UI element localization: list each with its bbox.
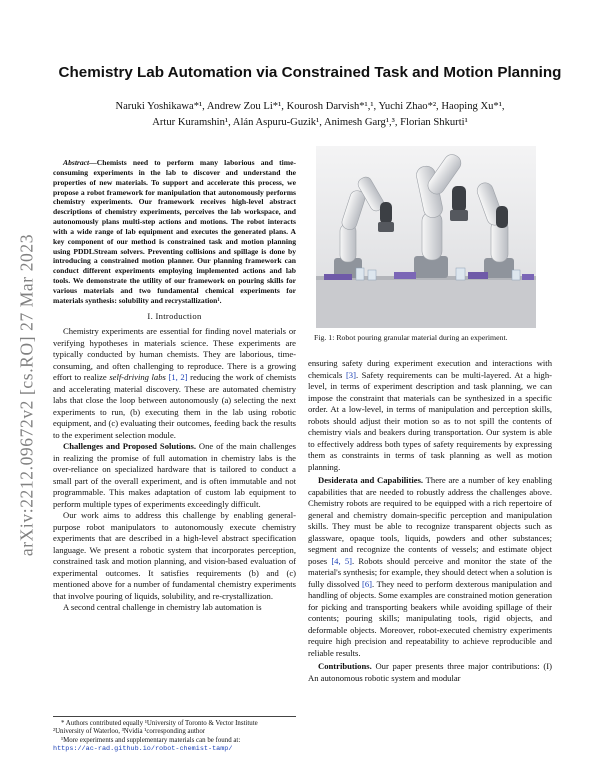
right-p1-text-a: ensuring safety during experiment execution and interactions with chemicals	[308, 358, 552, 380]
figure-1-photo	[316, 146, 536, 328]
author-line-2: Artur Kuramshin¹, Alán Aspuru-Guzik¹, Animesh Garg¹,³, Florian Shkurti¹	[152, 117, 468, 128]
right-p2-text-c: . They need to perform dexterous manipulation and handling of objects. Some examples are constrained motion generation for picking and transporting beakers while avoiding spillage of their contents; pouring skills; manipulating tools, rigid objects, and deformable objects. Moreover, robot-executed chemistry experiments require high precision and repeatability to achieve reproducible and reliable results.	[308, 578, 552, 658]
intro-paragraph-2	[53, 441, 296, 510]
abstract-text: —Chemists need to perform many laborious and time-consuming experiments in the lab to discover and understand the properties of new materials. To support and accelerate this process, we propose a robot framework for manipulation that autonomously performs chemistry experiments. Our framework receives high-level abstract descriptions of chemistry experiments, perceives the lab workspace, and autonomously plans multi-step actions and motions. The robot interacts with a wide range of lab equipment and executes the generated plans. A key component of our method is constrained task and motion planning using PDDLStream solvers. Preventing collisions and spillage is done by introducing a constrained motion planner. Our planning framework can conduct different experiments employing implemented actions and lab tools. We demonstrate the utility of our framework on pouring skills for various materials and two fundamental chemical experiments for materials synthesis: solubility and recrystallization	[53, 158, 296, 305]
figure-1-caption: Fig. 1: Robot pouring granular material during an experiment.	[314, 333, 508, 342]
section-heading-introduction: I. Introduction	[147, 310, 202, 321]
right-paragraph-1	[308, 358, 552, 473]
arxiv-id[interactable]: arXiv:2212.09672v2 [cs.RO] 27 Mar 2023	[16, 233, 37, 557]
intro-p1-italic: self-driving labs	[109, 372, 166, 383]
paragraph-heading: Contributions.	[318, 661, 372, 671]
right-column	[308, 358, 552, 684]
abstract-footnote-mark[interactable]: ¹.	[217, 295, 222, 305]
citation-link[interactable]: [4, 5]	[331, 555, 352, 566]
arxiv-sidebar-stamp	[14, 200, 40, 590]
intro-p2-text: One of the main challenges in realizing the promise of full automation in chemistry labs is the over-reliance on specialized hardware that is tailored to conduct a small part of the overall experiment, and is often immutable and not programmable. This makes adaptation of custom lab equipment to perform multiple types of experiments exceedingly difficult.	[53, 441, 296, 509]
footnote-1: * Authors contributed equally ¹University of Toronto & Vector Institute	[61, 720, 258, 727]
left-column	[53, 158, 296, 614]
intro-paragraph-1	[53, 326, 296, 441]
citation-link[interactable]: [3]	[345, 369, 356, 380]
robot-arms-photo-icon	[316, 146, 536, 328]
right-paragraph-2	[308, 475, 552, 659]
intro-p1-text-a: Chemistry experiments are essential for finding novel materials or verifying hypotheses in materials science. These experiments are typically conducted by human chemists. They are laborious, time-consuming, and often challenging to reproduce. There is a growing effort to realize	[53, 326, 296, 383]
intro-p1-text-b: reducing the work of chemists and accelerating material discovery. These are automated chemistry labs that close the loop between autonomously (a) selecting the next experiments to run, (b) executing them in the lab using robotic equipment, and (c) evaluating their outcomes, feeding back the results to the experiment selection module.	[53, 372, 296, 440]
paper-title: Chemistry Lab Automation via Constrained Task and Motion Planning	[58, 64, 562, 81]
right-p1-text-b: . Safety requirements can be multi-layered. At a high-level, in terms of experiment description and task planning, we can impose the constraint that materials can be synthesized in a specific order. At a low-level, in terms of manipulation and perception skills, robots should adjust their motion so as to not spill the contents of chemistry vials and beakers during transportation. Our system is able to effectively address both types of safety requirements by expressing them as constraints in terms of task planning as well as motion planning.	[308, 369, 553, 472]
author-list	[40, 99, 580, 131]
citation-link[interactable]: [6]	[362, 578, 373, 589]
right-p3-text: Our paper presents three major contributions: (I) An autonomous robotic system and modular	[308, 661, 552, 683]
supplementary-url-link[interactable]: https://ac-rad.github.io/robot-chemist-tamp/	[53, 745, 233, 754]
abstract-label: Abstract	[63, 158, 90, 167]
abstract	[53, 158, 296, 306]
paragraph-heading: Desiderata and Capabilities.	[318, 475, 424, 485]
right-p2-text-b: . Robots should perceive and monitor the state of the material's synthesis; for example, they should detect when a solution is fully dissolved	[308, 555, 552, 589]
intro-paragraph-3: Our work aims to address this challenge by enabling general-purpose robot manipulators to autonomously execute chemistry experiments that are described in a high-level abstract specification language. We present a robotic system that incorporates perception, constrained task and motion planning, and vision-based evaluation of experimental outcomes. It satisfies requirements (b) and (c) mentioned above for a number of fundamental chemistry experiments that involve pouring of liquids, solubility, and re-crystallization.	[53, 510, 296, 601]
right-paragraph-3	[308, 661, 552, 684]
footnotes	[53, 716, 296, 754]
intro-paragraph-4: A second central challenge in chemistry lab automation is	[63, 602, 262, 613]
citation-link[interactable]: [1, 2]	[168, 372, 188, 383]
footnote-2: ²University of Waterloo, ³Nvidia ¹corresponding author	[53, 728, 206, 736]
footnote-3: ¹More experiments and supplementary materials can be found at:	[61, 736, 241, 744]
right-p2-text-a: There are a number of key enabling capabilities that are needed to robustly address the challenges above. Chemistry robots are required to be equipped with a rich repertoire of general and chemistry domain-specific perception and manipulation skills. They must be able to recognize transparent objects such as glassware, opaque tools, liquids, powders and other substances; segment and recognize the contents of vessels; and estimate object poses	[308, 475, 552, 566]
paragraph-heading: Challenges and Proposed Solutions.	[63, 441, 196, 452]
author-line-1: Naruki Yoshikawa*¹, Andrew Zou Li*¹, Kourosh Darvish*¹,¹, Yuchi Zhao*², Haoping Xu*¹,	[115, 101, 505, 112]
